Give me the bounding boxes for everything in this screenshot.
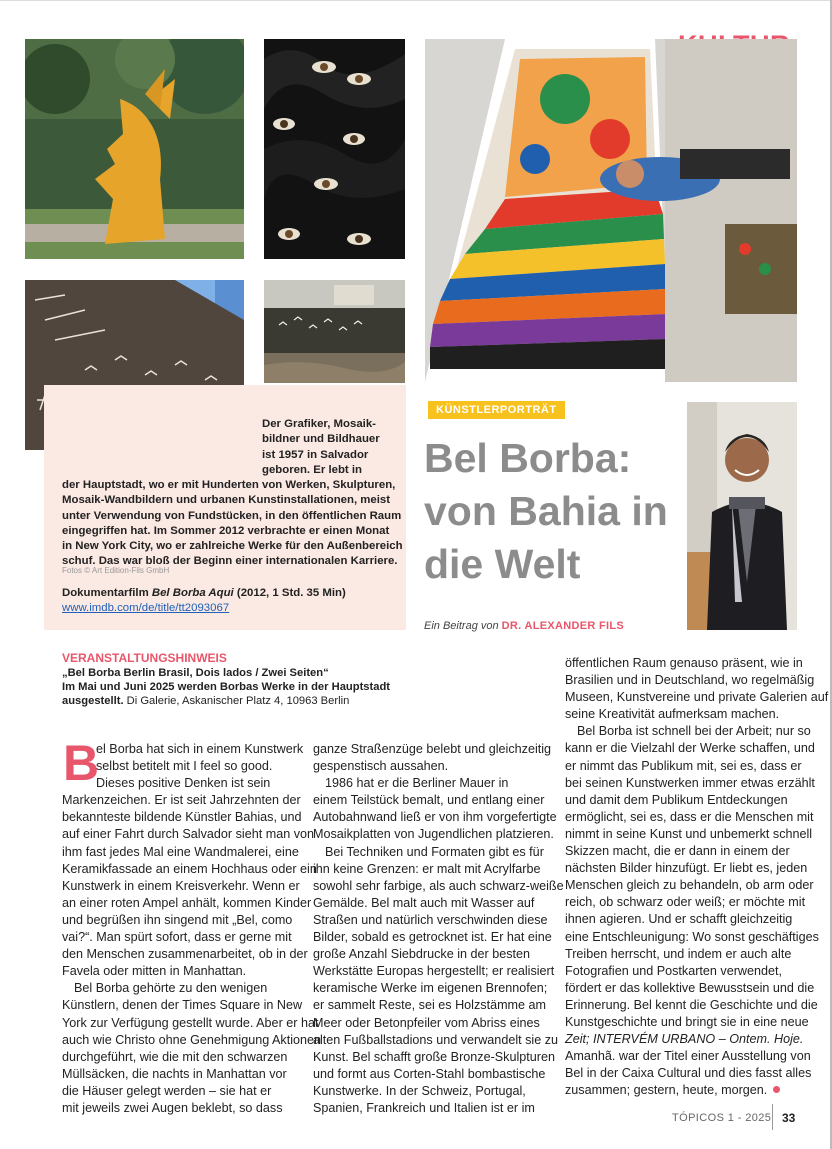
body-line: Kunstwerk in einem Kreisverkehr. Wenn er (62, 878, 300, 893)
body-line: ihm fast jedes Mal eine Wandmalerei, eine (62, 844, 299, 859)
film-prefix: Dokumentarfilm (62, 587, 152, 599)
caption-line: in New York City, wo er zahlreiche Werke für den Außenbereich (62, 540, 403, 553)
body-line: Treiben herrscht, und indem er auch alte (565, 946, 792, 961)
byline-prefix: Ein Beitrag von (424, 620, 502, 632)
body-line: keramische Werke im eigenen Brennofen; (313, 981, 548, 996)
body-line: er nimmt das Publikum mit, sei es, dass er (565, 758, 802, 773)
caption-line: der Hauptstadt, wo er mit Hunderten von Werken, Skulpturen, (62, 479, 396, 491)
body-line: Erinnerung. Bel kennt die Geschichte und die (565, 997, 818, 1012)
title-line: die Welt (424, 541, 581, 587)
body-line: auf einer Fahrt durch Salvador sieht man von (62, 827, 315, 842)
body-line: ihn keine Grenzen: er malt mit Acrylfarbe (313, 861, 541, 876)
film-title: Bel Borba Aqui (151, 587, 234, 599)
body-last-text: zusammen; gestern, heute, morgen. (565, 1083, 768, 1098)
body-line: Keramikfassade an einem Hochhaus oder ein (62, 861, 317, 876)
footer-divider (772, 1104, 773, 1130)
body-line: einem Teilstück bemalt, und entlang einer (313, 793, 545, 808)
event-address: Di Galerie, Askanischer Platz 4, 10963 Berlin (123, 695, 350, 707)
event-title: „Bel Borba Berlin Brasil, Dois lados / Zwei Seiten“ (62, 667, 329, 679)
body-line: und formt aus Corten-Stahl bombastische (313, 1066, 546, 1081)
body-line: und begrüßen ihn singend mit „Bel, como (62, 912, 293, 927)
body-line: und damit dem Publikum Entdeckungen (565, 792, 788, 807)
page-top-rule (0, 0, 832, 1)
body-line: Fotografien und Postkarten verwendet, (565, 963, 783, 978)
body-line: durchgeführt, wie die mit den schwarzen (62, 1049, 288, 1064)
body-line: fördert er das kollektive Bewusstsein und die (565, 980, 815, 995)
body-line (565, 1082, 828, 1099)
body-column-1 (62, 735, 322, 1117)
title-line: Bel Borba: (424, 435, 632, 481)
byline (424, 620, 624, 632)
article-title (424, 432, 684, 591)
page-number: 33 (782, 1111, 796, 1125)
caption-line: schuf. Das war bloß der Beginn einer internationalen Karriere. (62, 555, 398, 568)
body-line: gespenstisch aussahen. (313, 759, 449, 774)
body-line: Museen, Kunstvereine und private Galerien auf (565, 690, 829, 705)
event-date: Im Mai und Juni 2025 werden Borbas Werke in der Hauptstadt (62, 681, 391, 693)
body-line: Zeit; INTERVÉM URBANO – Ontem. Hoje. (565, 1032, 804, 1047)
caption-line: eingegriffen hat. Im Sommer 2012 verbrachte er einen Monat (62, 524, 390, 537)
body-line: Kunstwerke. In der Schweiz, Portugal, (313, 1083, 526, 1098)
magazine-issue: TÓPICOS 1 - 2025 (672, 1112, 772, 1124)
body-line: ganze Straßenzüge belebt und gleichzeitig (313, 742, 552, 756)
event-location-lead: ausgestellt. (62, 695, 124, 707)
body-line: Autobahnwand ließ er von ihm vorgefertigte (313, 810, 557, 825)
photo-credit: Fotos © Art Edition-Fils GmbH (62, 566, 170, 575)
body-line: Bei Techniken und Formaten gibt es für (325, 844, 544, 859)
body-line: vai?“. Man spürt sofort, dass er gerne mit (62, 930, 292, 945)
documentary-film (62, 587, 346, 599)
body-line: Gemälde. Bel malt auch mit Wasser auf (313, 895, 535, 910)
event-heading: VERANSTALTUNGSHINWEIS (62, 651, 227, 665)
body-line: reich, ob schwarz oder weiß; er möchte mit (565, 895, 806, 910)
body-line: kann er die Vielzahl der Werke schaffen, und (565, 741, 815, 756)
body-line: Mosaikplatten von Jugendlichen platzieren. (313, 827, 554, 842)
body-line: Bel in der Caixa Cultural und dies fasst alles (565, 1066, 812, 1081)
photo-bags-with-eyes (264, 39, 405, 259)
imdb-link[interactable]: www.imdb.com/de/title/tt2093067 (62, 602, 230, 614)
body-line: er sammelt Reste, sei es Holzstämme am (313, 998, 547, 1013)
event-location (62, 694, 349, 708)
body-line: Künstlern, denen der Times Square in New (62, 998, 303, 1013)
title-line: von Bahia in (424, 488, 668, 534)
body-line: Straßen und natürlich verschwinden diese (313, 912, 548, 927)
body-line: Müllsäcken, die nachts in Manhattan vor (62, 1066, 287, 1081)
body-line: Kunst. Bel schafft große Bronze-Skulpturen (313, 1049, 555, 1064)
body-line: Bel Borba gehörte zu den wenigen (74, 981, 268, 996)
caption-line: bildner und Bildhauer (262, 433, 380, 446)
body-line: el Borba hat sich in einem Kunstwerk (96, 742, 304, 756)
body-line: nimmt in seine Kunst und unbemerkt schnell (565, 826, 813, 841)
body-line: Brasilien und in Deutschland, wo regelmäßig (565, 673, 815, 688)
caption-line: geboren. Er lebt in (262, 463, 362, 476)
body-line: bekannteste bildende Künstler Bahias, und (62, 810, 302, 825)
category-tag: KÜNSTLERPORTRÄT (428, 401, 565, 419)
body-line: Spanien, Frankreich und Italien ist er im (313, 1100, 535, 1115)
body-line: bei seinen Kunstwerken immer etwas erzählt (565, 775, 815, 790)
photo-river-wall (264, 280, 405, 383)
body-line: Amanhã. war der Titel einer Ausstellung von (565, 1049, 811, 1064)
body-line: Meer oder Betonpfeiler vom Abriss eines (313, 1015, 540, 1030)
body-line: eine Entschleunigung: Wo sonst geschäftiges (565, 929, 819, 944)
caption-wide (62, 478, 403, 570)
drop-cap: B (63, 735, 100, 791)
body-line: alten Fußballstadions und verwandelt sie zu (313, 1032, 559, 1047)
body-line: die Häuser gelegt werden – sie hat er (62, 1083, 272, 1098)
body-line: Dieses positive Denken ist sein (96, 776, 271, 791)
body-line: seine Kreativität aufmerksam machen. (565, 707, 780, 722)
caption-line: ist 1957 in Salvador (262, 448, 369, 461)
body-line: den Menschen zusammenarbeitet, ob in der (62, 947, 308, 962)
body-line: große Anzahl Siebdrucke in der besten (313, 947, 531, 962)
body-line: Markenzeichen. Er ist seit Jahrzehnten der (62, 793, 301, 808)
body-line: Skizzen macht, die er dann in einem der (565, 844, 790, 859)
author-name: DR. ALEXANDER FILS (501, 620, 624, 632)
body-line: mit jeweils zwei Augen beklebt, so dass (62, 1100, 283, 1115)
photo-portrait-bel-borba (687, 402, 797, 630)
photo-artist-painting (425, 39, 797, 382)
photo-head-sculpture (25, 39, 244, 259)
film-suffix: (2012, 1 Std. 35 Min) (233, 587, 346, 599)
end-mark-icon (773, 1086, 780, 1093)
body-line: an einer roten Ampel anhält, kommen Kinder (62, 895, 312, 910)
caption-narrow (262, 417, 380, 478)
body-line: ermöglicht, sei es, dass er die Menschen mit (565, 809, 814, 824)
body-line: Bilder, sobald es getrocknet ist. Er hat eine (313, 930, 552, 945)
caption-line: unter Verwendung von Fundstücken, in den öffentlichen Raum (62, 509, 402, 522)
body-column-3 (565, 655, 828, 1099)
body-line: Menschen gleich zu behandeln, ob arm oder (565, 878, 814, 893)
body-line: Kunstgeschichte und bringt sie in eine neue (565, 1014, 809, 1029)
body-line: York zur Verfügung gestellt wurde. Aber er hat (62, 1015, 319, 1030)
caption-line: Mosaik-Wandbildern und urbanen Kunstinstallationen, meist (62, 494, 391, 507)
body-line: auch wie Christo ohne Genehmigung Aktionen (62, 1032, 322, 1047)
body-line: öffentlichen Raum genauso präsent, wie in (565, 656, 803, 670)
body-line: Favela oder mitten in Manhattan. (62, 964, 247, 979)
body-line: Bel Borba ist schnell bei der Arbeit; nur so (577, 724, 811, 739)
body-line: ihnen agieren. Und er schafft gleichzeitig (565, 912, 793, 927)
body-line: Werkstätte Europas hergestellt; er realisiert (313, 964, 555, 979)
body-column-2 (313, 741, 564, 1117)
body-line: sowohl sehr farbige, als auch schwarz-weiße (313, 878, 564, 893)
body-line: 1986 hat er die Berliner Mauer in (325, 776, 509, 791)
body-line: selbst betitelt mit I feel so good. (96, 759, 273, 774)
caption-line: Der Grafiker, Mosaik- (262, 418, 376, 430)
body-line: nächsten Bilder hinzufügt. Er liebt es, jeden (565, 861, 808, 876)
